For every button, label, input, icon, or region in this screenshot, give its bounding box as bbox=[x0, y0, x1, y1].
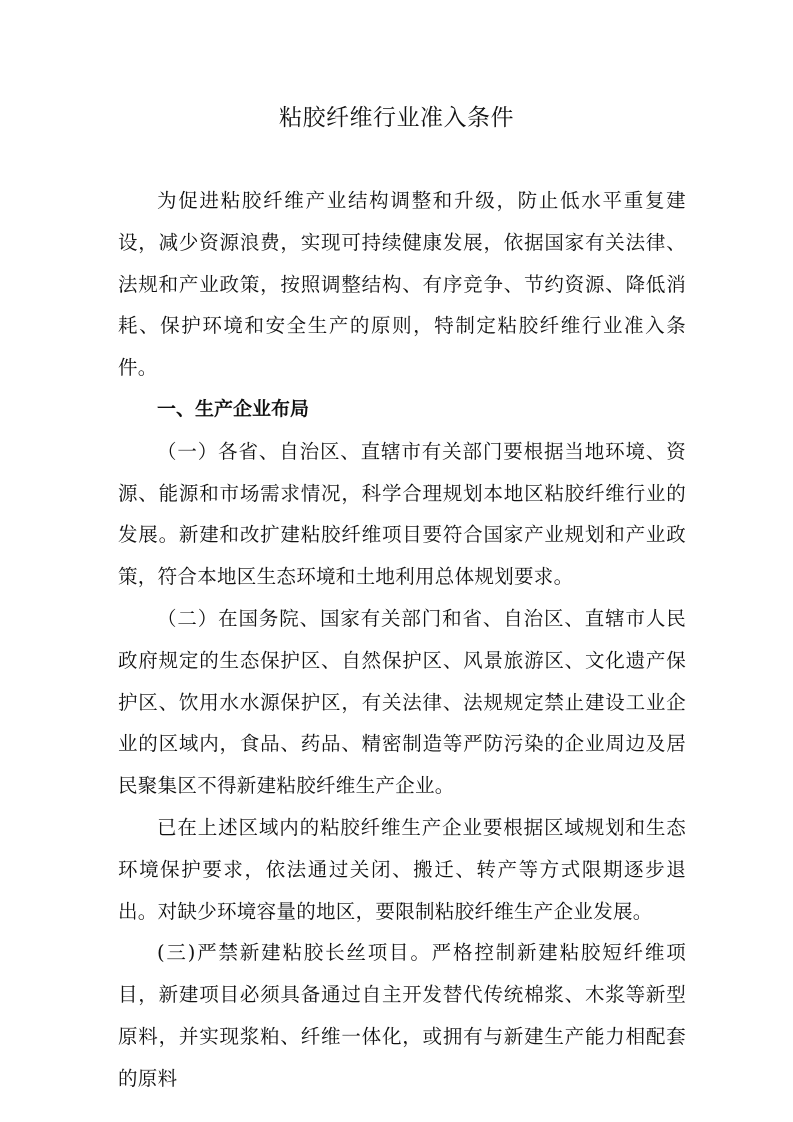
section-heading: 一、生产企业布局 bbox=[157, 397, 310, 420]
section-item-3: (三)严禁新建粘胶长丝项目。严格控制新建粘胶短纤维项目，新建项目必须具备通过自主开发替代传统棉浆、木浆等新型原料，并实现浆粕、纤维一体化，或拥有与新建生产能力相配套的原料 bbox=[118, 941, 686, 1090]
section-item-1: （一）各省、自治区、直辖市有关部门要根据当地环境、资源、能源和市场需求情况，科学合理规划本地区粘胶纤维行业的发展。新建和改扩建粘胶纤维项目要符合国家产业规划和产业政策，符合本地区生态环境和土地利用总体规划要求。 bbox=[118, 439, 686, 589]
intro-paragraph: 为促进粘胶纤维产业结构调整和升级，防止低水平重复建设，减少资源浪费，实现可持续健康发展，依据国家有关法律、法规和产业政策，按照调整结构、有序竞争、节约资源、降低消耗、保护环境和安全生产的原则，特制定粘胶纤维行业准入条件。 bbox=[118, 189, 686, 380]
section-item-2: （二）在国务院、国家有关部门和省、自治区、直辖市人民政府规定的生态保护区、自然保护区、风景旅游区、文化遗产保护区、饮用水水源保护区，有关法律、法规规定禁止建设工业企业的区域内，食品、药品、精密制造等严防污染的企业周边及居民聚集区不得新建粘胶纤维生产企业。 bbox=[118, 606, 686, 798]
document-body bbox=[118, 180, 686, 1100]
document-title: 粘胶纤维行业准入条件 bbox=[279, 105, 514, 131]
section-item-2-continuation: 已在上述区域内的粘胶纤维生产企业要根据区域规划和生态环境保护要求，依法通过关闭、搬迁、转产等方式限期逐步退出。对缺少环境容量的地区，要限制粘胶纤维生产企业发展。 bbox=[118, 815, 686, 923]
